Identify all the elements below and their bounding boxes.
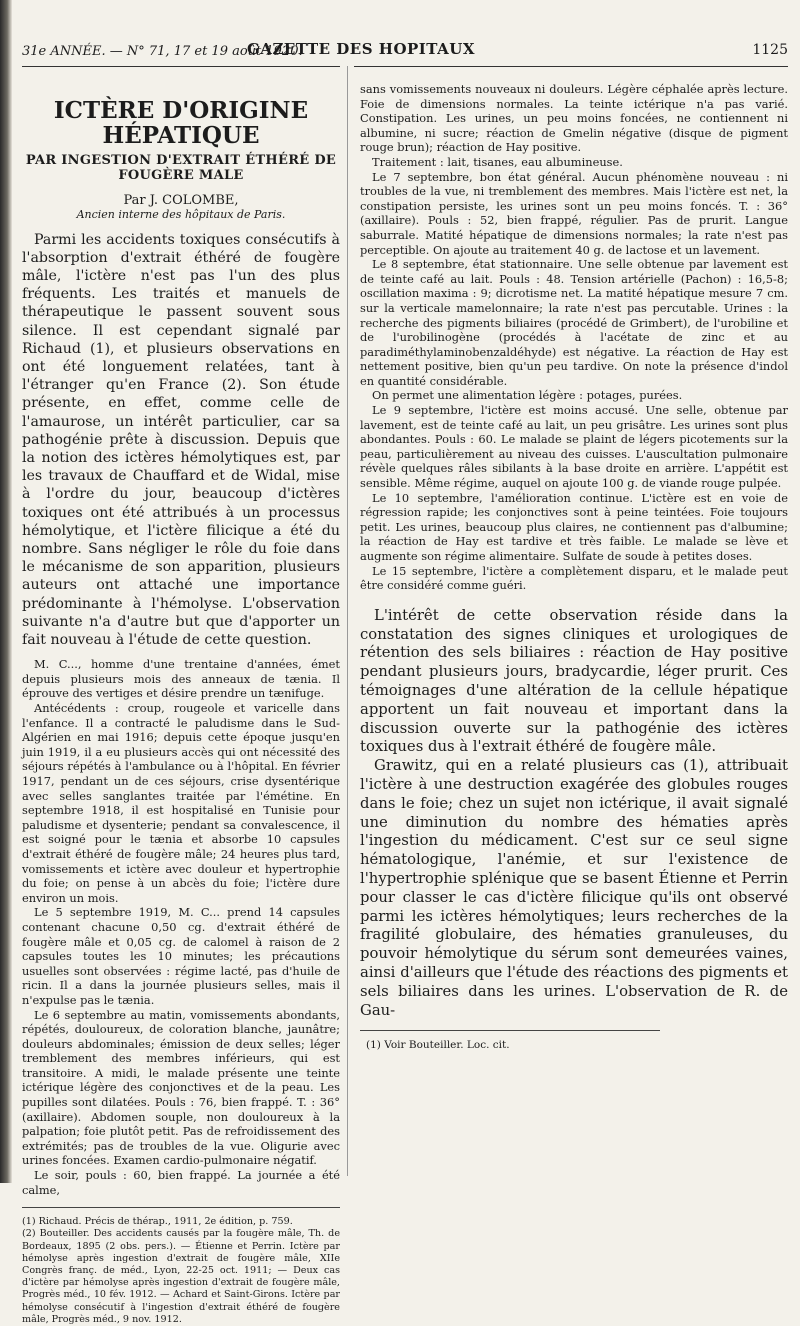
case-paragraph: M. C..., homme d'une trentaine d'années, émet depuis plusieurs mois des anneaux de tænia. Il éprouve des vertiges et désire prendre un tænifuge. [22, 657, 340, 701]
discussion-paragraph: Grawitz, qui en a relaté plusieurs cas (1), attribuait l'ictère à une destruction exagérée des globules rouges dans le foie; chez un sujet non ictérique, il avait signalé une diminution du nombre des hématies après l'ingestion du médicament. C'est sur ce seul signe hématologique, l'anémie, et sur l'existence de l'hypertrophie splénique que se basent Étienne et Perrin pour classer le cas d'ictère filicique qu'ils ont observé parmi les ictères hémolytiques; leurs recherches de la fragilité globulaire, des hématies granuleuses, du pouvoir hémolytique du sérum sont demeurées vaines, ainsi d'ailleurs que l'étude des réactions des pigments et sels biliaires dans les urines. L'observation de R. de Gau- [360, 757, 788, 1019]
page-number: 1125 [752, 42, 788, 58]
binding-gutter [0, 0, 12, 1183]
article-title: ICTÈRE D'ORIGINE HÉPATIQUE [53, 97, 309, 150]
case-paragraph: Le soir, pouls : 60, bien frappé. La journée a été calme, [22, 1168, 340, 1197]
right-column [360, 82, 788, 1052]
footnote-rule [22, 1207, 340, 1208]
footnote: (1) Richaud. Précis de thérap., 1911, 2e édition, p. 759. [22, 1216, 293, 1228]
footnote: (1) Voir Bouteiller. Loc. cit. [366, 1039, 510, 1052]
case-paragraph: Le 15 septembre, l'ictère a complètement disparu, et le malade peut être considéré comme guéri. [360, 563, 788, 593]
left-column [22, 86, 340, 1326]
case-paragraph: Le 6 septembre au matin, vomissements abondants, répétés, douloureux, de coloration blanche, jaunâtre; douleurs abdominales; émission de deux selles; léger tremblement des membres inférieurs, qui est transitoire. A midi, le malade présente une teinte ictérique légère des conjonctives et de la peau. Les pupilles sont dilatées. Pouls : 76, bien frappé. T. : 36° (axillaire). Abdomen souple, non douloureux à la palpation; foie plutôt petit. Pas de refroidissement des extrémités; pas de troubles de la vue. Oligurie avec urines foncées. Examen cardio-pulmonaire négatif. [22, 1007, 340, 1168]
article-author: Par J. COLOMBE, [123, 192, 239, 208]
issue-line: 31e ANNÉE. — N° 71, 17 et 19 août 1920. [22, 44, 303, 59]
journal-name: GAZETTE DES HOPITAUX [247, 40, 476, 58]
case-paragraph: Traitement : lait, tisanes, eau albumineuse. [372, 154, 623, 169]
running-head [22, 40, 788, 66]
case-paragraph: On permet une alimentation légère : potages, purées. [372, 388, 683, 403]
intro-paragraph: Parmi les accidents toxiques consécutifs à l'absorption d'extrait éthéré de fougère mâle, l'ictère n'est pas l'un des plus fréquents. Les traités et manuels de thérapeutique le passent souvent sous silence. Il est cependant signalé par Richaud (1), et plusieurs observations en ont été longuement relatées, tant à l'étranger qu'en France (2). Son étude présente, en effet, comme celle de l'amaurose, un intérêt particulier, car sa pathogénie prête à discussion. Depuis que la notion des ictères hémolytiques est, par les travaux de Chauffard et de Widal, mise à l'ordre du jour, beaucoup d'ictères toxiques ont été attribués à un processus hémolytique, et l'ictère filicique a été du nombre. Sans négliger le rôle du foie dans le mécanisme de son apparition, plusieurs auteurs ont attaché une importance prédominante à l'hémolyse. L'observation suivante n'a d'autre but que d'apporter un fait nouveau à l'étude de cette question. [22, 231, 340, 649]
case-paragraph: Le 7 septembre, bon état général. Aucun phénomène nouveau : ni troubles de la vue, ni tremblement des membres. Mais l'ictère est net, la constipation persiste, les urines sont un peu moins foncés. T. : 36° (axillaire). Pouls : 52, bien frappé, régulier. Pas de prurit. Langue saburrale. Matité hépatique de dimensions normales; la rate n'est pas perceptible. On ajoute au traitement 40 g. de lactose et un lavement. [360, 169, 788, 257]
footnote: (2) Bouteiller. Des accidents causés par la fougère mâle, Th. de Bordeaux, 1895 (2 obs. pers.). — Étienne et Perrin. Ictère par hémolyse après ingestion d'extrait de fougère mâle, XIIe Congrès franç. de méd., Lyon, 22-25 oct. 1911; — Deux cas d'ictère par hémolyse après ingestion d'extrait de fougère mâle, Progrès méd., 10 fév. 1912. — Achard et Saint-Girons. Ictère par hémolyse consécutif à l'ingestion d'extrait éthéré de fougère mâle, Progrès méd., 9 nov. 1912. [22, 1228, 340, 1325]
newspaper-page [22, 0, 788, 1325]
author-affiliation: Ancien interne des hôpitaux de Paris. [76, 207, 286, 221]
footnote-rule [360, 1030, 660, 1031]
header-rule-left [22, 66, 340, 67]
case-paragraph: Antécédents : croup, rougeole et varicelle dans l'enfance. Il a contracté le paludisme dans le Sud-Algérien en mai 1916; depuis cette époque jusqu'en juin 1919, il a eu plusieurs accès qui ont nécessité des séjours répétés à l'ambulance ou à l'hôpital. En février 1917, pendant un de ces séjours, crise dysentérique avec selles sanglantes traitée par l'émétine. En septembre 1918, il est hospitalisé en Tunisie pour paludisme et dysenterie; pendant sa convalescence, il est soigné pour le tænia et absorbe 10 capsules d'extrait éthéré de fougère mâle; 24 heures plus tard, vomissements et ictère avec douleur et hypertrophie du foie; on pense à un abcès du foie; l'ictère dure environ un mois. [22, 701, 340, 905]
column-divider [347, 66, 348, 1176]
case-paragraph: Le 10 septembre, l'amélioration continue. L'ictère est en voie de régression rapide; les conjonctives sont à peine teintées. Foie toujours petit. Les urines, beaucoup plus claires, ne contiennent pas d'albumine; la réaction de Hay est tardive et très faible. Le malade se lève et augmente son régime alimentaire. Sulfate de soude à petites doses. [360, 490, 788, 563]
case-paragraph: Le 9 septembre, l'ictère est moins accusé. Une selle, obtenue par lavement, est de teinte café au lait, un peu grisâtre. Les urines sont plus abondantes. Pouls : 60. Le malade se plaint de légers picotements sur la peau, particulièrement au niveau des cuisses. L'auscultation pulmonaire révèle quelques râles sibilants à la base droite en arrière. L'appétit est sensible. Même régime, auquel on ajoute 100 g. de viande rouge pulpée. [360, 403, 788, 491]
header-rule-right [354, 66, 788, 67]
case-paragraph: sans vomissements nouveaux ni douleurs. Légère céphalée après lecture. Foie de dimensions normales. La teinte ictérique n'a pas varié. Constipation. Les urines, un peu moins foncées, ne contiennent ni albumine, ni sucre; réaction de Gmelin négative (disque de pigment rouge brun); réaction de Hay positive. [360, 82, 788, 155]
case-paragraph: Le 5 septembre 1919, M. C... prend 14 capsules contenant chacune 0,50 cg. d'extrait éthéré de fougère mâle et 0,05 cg. de calomel à raison de 2 capsules toutes les 10 minutes; les précautions usuelles sont observées : régime lacté, pas d'huile de ricin. Il a dans la journée plusieurs selles, mais il n'expulse pas le tænia. [22, 905, 340, 1007]
article-subtitle: PAR INGESTION D'EXTRAIT ÉTHÉRÉ DE FOUGÈRE MALE [25, 152, 337, 183]
case-paragraph: Le 8 septembre, état stationnaire. Une selle obtenue par lavement est de teinte café au lait. Pouls : 48. Tension artérielle (Pachon) : 16,5-8; oscillation maxima : 9; dicrotisme net. La matité hépatique mesure 7 cm. sur la verticale mamelonnaire; la rate n'est pas percutable. Urines : la recherche des pigments biliaires (procédé de Grimbert), de l'urobiline et de l'urobilinogène (procédés à l'acétate de zinc et au paradiméthylaminobenzaldéhyde) est négative. La réaction de Hay est nettement positive, bien qu'un peu tardive. On note la présence d'indol en quantité considérable. [360, 257, 788, 388]
discussion-paragraph: L'intérêt de cette observation réside dans la constatation des signes cliniques et urologiques de rétention des sels biliaires : réaction de Hay positive pendant plusieurs jours, bradycardie, léger prurit. Ces témoignages d'une altération de la cellule hépatique apportent un fait nouveau et important dans la discussion ouverte sur la pathogénie des ictères toxiques dus à l'extrait éthéré de fougère mâle. [360, 606, 788, 756]
